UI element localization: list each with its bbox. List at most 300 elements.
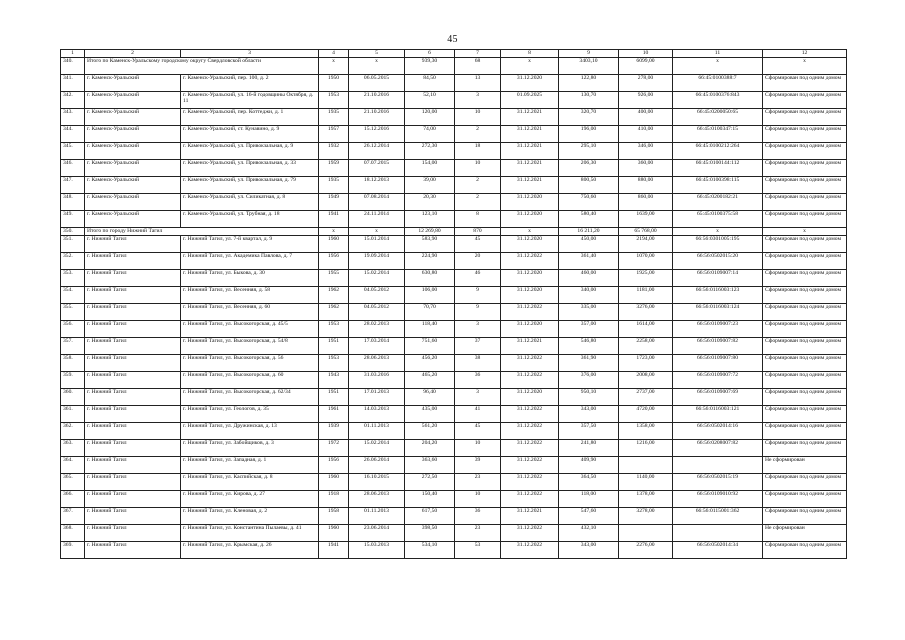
date-cell: 28.02.2013 <box>349 321 405 338</box>
row-number-cell: 363. <box>61 440 85 457</box>
address-cell: г. Нижний Тагил, ул. Западная, д. 1 <box>181 457 319 474</box>
municipality-cell: г. Нижний Тагил <box>85 355 181 372</box>
municipality-cell: г. Каменск-Уральский <box>85 126 181 143</box>
cadastral-number-cell: 66:56:0502014:34 <box>673 542 763 559</box>
deadline-cell: 31.12.2020 <box>501 321 559 338</box>
address-cell: г. Нижний Тагил, ул. Каспийская, д. 8 <box>181 474 319 491</box>
residents-cell: 36 <box>455 372 501 389</box>
area-cell: 39,00 <box>405 177 455 194</box>
row-number-cell: 348. <box>61 194 85 211</box>
limit-cell <box>619 525 673 542</box>
residents-cell: 2 <box>455 126 501 143</box>
land-status-cell: Сформирован под одним домом <box>763 287 847 304</box>
land-status-cell: Сформирован под одним домом <box>763 389 847 406</box>
deadline-cell: 31.12.2020 <box>501 194 559 211</box>
municipality-cell: г. Нижний Тагил <box>85 542 181 559</box>
row-number-cell: 340. <box>61 58 85 75</box>
column-number-row <box>61 50 847 58</box>
deadline-cell: 31.12.2020 <box>501 211 559 228</box>
year-cell: 1960 <box>319 474 349 491</box>
year-cell: 1957 <box>319 126 349 143</box>
cadastral-number-cell: 66:56:0502015:19 <box>673 474 763 491</box>
row-number-cell: 368. <box>61 525 85 542</box>
limit-cell: 1614,00 <box>619 321 673 338</box>
limit-cell: 410,00 <box>619 126 673 143</box>
limit-cell: 1723,00 <box>619 355 673 372</box>
row-number-cell: 364. <box>61 457 85 474</box>
area-cell: 456,20 <box>405 355 455 372</box>
row-number-cell: 351. <box>61 236 85 253</box>
table-row <box>61 440 847 457</box>
year-cell: 1943 <box>319 372 349 389</box>
cadastral-number-cell: 66:56:0109007:69 <box>673 389 763 406</box>
municipality-cell: г. Нижний Тагил <box>85 457 181 474</box>
cost-cell: 361,40 <box>559 253 619 270</box>
residents-cell: 2 <box>455 194 501 211</box>
date-cell: 28.06.2013 <box>349 355 405 372</box>
area-cell: 465,20 <box>405 372 455 389</box>
area-cell: 20,30 <box>405 194 455 211</box>
row-number-cell: 362. <box>61 423 85 440</box>
cost-cell: 343,00 <box>559 542 619 559</box>
cadastral-number-cell: 66:56:0109007:80 <box>673 355 763 372</box>
land-status-cell: Сформирован под одним домом <box>763 253 847 270</box>
cadastral-number-cell: 66:45:0100398:115 <box>673 177 763 194</box>
cost-cell: 130,70 <box>559 92 619 109</box>
land-status-cell: Сформирован под одним домом <box>763 126 847 143</box>
cost-cell: 364,50 <box>559 474 619 491</box>
row-number-cell: 342. <box>61 92 85 109</box>
cadastral-number-cell: 66:56:0301005:195 <box>673 236 763 253</box>
cost-cell: 320,70 <box>559 109 619 126</box>
year-cell: 1956 <box>319 253 349 270</box>
address-cell: г. Нижний Тагил, ул. Константина Пылаевы, д. 41 <box>181 525 319 542</box>
cost-cell: 361,90 <box>559 355 619 372</box>
row-number-cell: 349. <box>61 211 85 228</box>
table-row <box>61 457 847 474</box>
cadastral-number-cell <box>673 525 763 542</box>
address-cell: г. Нижний Тагил, ул. Высокогорская, д. 45/5 <box>181 321 319 338</box>
area-cell: 96,40 <box>405 389 455 406</box>
limit-cell: 3278,00 <box>619 508 673 525</box>
deadline-cell: 31.12.2022 <box>501 372 559 389</box>
cadastral-number-cell: 66:45:0100376:843 <box>673 92 763 109</box>
cost-cell: 580,40 <box>559 211 619 228</box>
cost-cell: 357,50 <box>559 423 619 440</box>
deadline-cell: 31.12.2022 <box>501 406 559 423</box>
cadastral-number-cell: 66:56:0502015:20 <box>673 253 763 270</box>
address-cell: г. Каменск-Уральский, ул. Привокзальная, д. 9 <box>181 143 319 160</box>
area-cell: 534,10 <box>405 542 455 559</box>
residents-cell: 10 <box>455 491 501 508</box>
municipality-cell: г. Каменск-Уральский <box>85 92 181 109</box>
area-cell: 224,90 <box>405 253 455 270</box>
residents-cell: 46 <box>455 270 501 287</box>
date-cell: 15.02.2014 <box>349 270 405 287</box>
year-cell: 1972 <box>319 440 349 457</box>
residents-cell: 10 <box>455 440 501 457</box>
cost-cell: 950,10 <box>559 389 619 406</box>
area-cell: 630,80 <box>405 270 455 287</box>
limit-cell: 1639,00 <box>619 211 673 228</box>
land-status-cell: Сформирован под одним домом <box>763 355 847 372</box>
cadastral-number-cell: x <box>673 228 763 236</box>
cost-cell: 432,10 <box>559 525 619 542</box>
row-number-cell: 358. <box>61 355 85 372</box>
address-cell: г. Нижний Тагил, ул. Крымская, д. 26 <box>181 542 319 559</box>
area-cell: 52,10 <box>405 92 455 109</box>
deadline-cell: 31.12.2022 <box>501 491 559 508</box>
cost-cell: 16 211,20 <box>559 228 619 236</box>
area-cell: 398,50 <box>405 525 455 542</box>
limit-cell: 346,00 <box>619 143 673 160</box>
deadline-cell: 31.12.2021 <box>501 338 559 355</box>
subtotal-row <box>61 228 847 236</box>
land-status-cell: Не сформирован <box>763 525 847 542</box>
cost-cell: 343,00 <box>559 406 619 423</box>
column-number: 9 <box>559 50 619 58</box>
date-cell: 21.10.2016 <box>349 92 405 109</box>
table-row <box>61 143 847 160</box>
cadastral-number-cell: 66:45:0100144:112 <box>673 160 763 177</box>
municipality-cell: г. Каменск-Уральский <box>85 194 181 211</box>
date-cell: 26.06.2014 <box>349 457 405 474</box>
address-cell: г. Каменск-Уральский, ул. Силикатная, д. 8 <box>181 194 319 211</box>
limit-cell: 1925,00 <box>619 270 673 287</box>
area-cell: 561,20 <box>405 423 455 440</box>
year-cell: 1958 <box>319 508 349 525</box>
land-status-cell: Сформирован под одним домом <box>763 109 847 126</box>
cost-cell: 196,00 <box>559 126 619 143</box>
area-cell: 70,70 <box>405 304 455 321</box>
row-number-cell: 357. <box>61 338 85 355</box>
area-cell: 74,00 <box>405 126 455 143</box>
subtotal-label-cell: Итого по Каменск-Уральскому городскому округу Свердловской области <box>85 58 319 75</box>
address-cell: г. Нижний Тагил, ул. Быкова, д. 30 <box>181 270 319 287</box>
area-cell: 939,30 <box>405 58 455 75</box>
address-cell: г. Нижний Тагил, ул. Высокогорская, д. 54/8 <box>181 338 319 355</box>
date-cell: 15.01.2014 <box>349 236 405 253</box>
cost-cell: 118,00 <box>559 491 619 508</box>
deadline-cell: 31.12.2022 <box>501 525 559 542</box>
date-cell: 01.11.2013 <box>349 423 405 440</box>
limit-cell: 65 768,00 <box>619 228 673 236</box>
year-cell: 1960 <box>319 525 349 542</box>
area-cell: 435,00 <box>405 406 455 423</box>
cadastral-number-cell <box>673 457 763 474</box>
area-cell: 150,40 <box>405 491 455 508</box>
residents-cell: 13 <box>455 75 501 92</box>
municipality-cell: г. Нижний Тагил <box>85 338 181 355</box>
residents-cell: 68 <box>455 58 501 75</box>
limit-cell: 400,00 <box>619 109 673 126</box>
date-cell: 07.07.2015 <box>349 160 405 177</box>
cost-cell: 750,60 <box>559 194 619 211</box>
land-status-cell: Сформирован под одним домом <box>763 92 847 109</box>
limit-cell <box>619 457 673 474</box>
municipality-cell: г. Нижний Тагил <box>85 287 181 304</box>
date-cell: 19.09.2014 <box>349 253 405 270</box>
column-number: 3 <box>181 50 319 58</box>
residents-cell: 45 <box>455 236 501 253</box>
table-row <box>61 389 847 406</box>
limit-cell: 860,00 <box>619 194 673 211</box>
row-number-cell: 369. <box>61 542 85 559</box>
address-cell: г. Нижний Тагил, ул. Забойщиков, д. 3 <box>181 440 319 457</box>
limit-cell: 4720,00 <box>619 406 673 423</box>
municipality-cell: г. Нижний Тагил <box>85 321 181 338</box>
residents-cell: 20 <box>455 253 501 270</box>
page-number: 45 <box>447 34 458 45</box>
row-number-cell: 355. <box>61 304 85 321</box>
address-cell: г. Нижний Тагил, ул. 7-й квартал, д. 9 <box>181 236 319 253</box>
table-row <box>61 236 847 253</box>
deadline-cell: 31.12.2021 <box>501 160 559 177</box>
table-row <box>61 270 847 287</box>
year-cell: 1962 <box>319 304 349 321</box>
year-cell: 1951 <box>319 338 349 355</box>
residents-cell: 38 <box>455 355 501 372</box>
land-status-cell: Сформирован под одним домом <box>763 423 847 440</box>
residents-cell: 9 <box>455 287 501 304</box>
deadline-cell: 31.12.2022 <box>501 304 559 321</box>
year-cell: 1939 <box>319 423 349 440</box>
date-cell: 04.05.2012 <box>349 304 405 321</box>
residents-cell: 23 <box>455 525 501 542</box>
deadline-cell: 31.12.2021 <box>501 177 559 194</box>
cadastral-number-cell: 66:56:0502014:16 <box>673 423 763 440</box>
row-number-cell: 367. <box>61 508 85 525</box>
date-cell: 15.03.2013 <box>349 542 405 559</box>
date-cell: x <box>349 228 405 236</box>
cost-cell: 3403,10 <box>559 58 619 75</box>
cadastral-number-cell: 66:45:0100347:15 <box>673 126 763 143</box>
municipality-cell: г. Нижний Тагил <box>85 253 181 270</box>
land-status-cell: x <box>763 58 847 75</box>
municipality-cell: г. Нижний Тагил <box>85 440 181 457</box>
land-status-cell: Сформирован под одним домом <box>763 406 847 423</box>
deadline-cell: 31.12.2020 <box>501 389 559 406</box>
date-cell: 15.12.2016 <box>349 126 405 143</box>
address-cell: г. Каменск-Уральский, ул. Трубная, д. 18 <box>181 211 319 228</box>
cadastral-number-cell: 66:45:0200182:21 <box>673 194 763 211</box>
municipality-cell: г. Каменск-Уральский <box>85 109 181 126</box>
cost-cell: 460,00 <box>559 270 619 287</box>
address-cell: г. Каменск-Уральский, ст. Кунавино, д. 9 <box>181 126 319 143</box>
area-cell: 583,90 <box>405 236 455 253</box>
residents-cell: 36 <box>455 508 501 525</box>
deadline-cell: 31.12.2020 <box>501 270 559 287</box>
cost-cell: 547,60 <box>559 508 619 525</box>
limit-cell: 926,00 <box>619 92 673 109</box>
row-number-cell: 350. <box>61 228 85 236</box>
limit-cell: 1070,00 <box>619 253 673 270</box>
row-number-cell: 354. <box>61 287 85 304</box>
area-cell: 751,60 <box>405 338 455 355</box>
column-number: 5 <box>349 50 405 58</box>
table-row <box>61 423 847 440</box>
year-cell: 1941 <box>319 211 349 228</box>
cadastral-number-cell: 66:56:0116003:123 <box>673 287 763 304</box>
year-cell: x <box>319 228 349 236</box>
residents-cell: 3 <box>455 321 501 338</box>
municipality-cell: г. Нижний Тагил <box>85 423 181 440</box>
table-body <box>61 50 847 559</box>
municipality-cell: г. Нижний Тагил <box>85 508 181 525</box>
date-cell: 16.10.2015 <box>349 474 405 491</box>
cost-cell: 409,90 <box>559 457 619 474</box>
deadline-cell: 31.12.2022 <box>501 423 559 440</box>
deadline-cell: 31.12.2021 <box>501 109 559 126</box>
year-cell: 1950 <box>319 75 349 92</box>
year-cell: 1960 <box>319 236 349 253</box>
date-cell: 26.12.2014 <box>349 143 405 160</box>
deadline-cell: 31.12.2022 <box>501 474 559 491</box>
residents-cell: 3 <box>455 389 501 406</box>
land-status-cell: Сформирован под одним домом <box>763 75 847 92</box>
limit-cell: 2737,00 <box>619 389 673 406</box>
cost-cell: 546,80 <box>559 338 619 355</box>
area-cell: 154,00 <box>405 160 455 177</box>
area-cell: 118,40 <box>405 321 455 338</box>
land-status-cell: Сформирован под одним домом <box>763 177 847 194</box>
deadline-cell: 31.12.2022 <box>501 253 559 270</box>
row-number-cell: 366. <box>61 491 85 508</box>
land-status-cell: Сформирован под одним домом <box>763 372 847 389</box>
cost-cell: 122,80 <box>559 75 619 92</box>
limit-cell: 2008,00 <box>619 372 673 389</box>
limit-cell: 880,00 <box>619 177 673 194</box>
date-cell: 31.03.2016 <box>349 372 405 389</box>
residents-cell: 870 <box>455 228 501 236</box>
year-cell: 1961 <box>319 406 349 423</box>
limit-cell: 360,00 <box>619 160 673 177</box>
table-row <box>61 508 847 525</box>
residents-cell: 2 <box>455 177 501 194</box>
municipality-cell: г. Нижний Тагил <box>85 474 181 491</box>
row-number-cell: 345. <box>61 143 85 160</box>
cost-cell: 376,00 <box>559 372 619 389</box>
subtotal-label-cell: Итого по городу Нижний Тагил <box>85 228 319 236</box>
address-cell: г. Нижний Тагил, ул. Геологов, д. 35 <box>181 406 319 423</box>
row-number-cell: 353. <box>61 270 85 287</box>
deadline-cell: 31.12.2020 <box>501 236 559 253</box>
year-cell: x <box>319 58 349 75</box>
row-number-cell: 343. <box>61 109 85 126</box>
date-cell: 28.06.2013 <box>349 491 405 508</box>
limit-cell: 1358,00 <box>619 423 673 440</box>
cost-cell: 340,00 <box>559 287 619 304</box>
cadastral-number-cell: 65:45:0100375:58 <box>673 211 763 228</box>
date-cell: x <box>349 58 405 75</box>
address-cell: г. Каменск-Уральский, ул. Привокзальная, д. 79 <box>181 177 319 194</box>
land-status-cell: Сформирован под одним домом <box>763 236 847 253</box>
municipality-cell: г. Нижний Тагил <box>85 304 181 321</box>
deadline-cell: 31.12.2021 <box>501 143 559 160</box>
residents-cell: 3 <box>455 92 501 109</box>
municipality-cell: г. Нижний Тагил <box>85 270 181 287</box>
land-status-cell: Сформирован под одним домом <box>763 321 847 338</box>
column-number: 12 <box>763 50 847 58</box>
column-number: 6 <box>405 50 455 58</box>
land-status-cell: Сформирован под одним домом <box>763 160 847 177</box>
cadastral-number-cell: 66:56:0109007:72 <box>673 372 763 389</box>
cadastral-number-cell: 66:56:0109007:23 <box>673 321 763 338</box>
municipality-cell: г. Каменск-Уральский <box>85 177 181 194</box>
cost-cell: 450,00 <box>559 236 619 253</box>
limit-cell: 1216,00 <box>619 440 673 457</box>
land-status-cell: Сформирован под одним домом <box>763 491 847 508</box>
address-cell: г. Нижний Тагил, ул. Весенняя, д. 60 <box>181 304 319 321</box>
land-status-cell: Сформирован под одним домом <box>763 508 847 525</box>
limit-cell: 2276,00 <box>619 542 673 559</box>
address-cell: г. Каменск-Уральский, пер. Коттеджи, д. 1 <box>181 109 319 126</box>
municipality-cell: г. Каменск-Уральский <box>85 160 181 177</box>
cadastral-number-cell: x <box>673 58 763 75</box>
cost-cell: 206,30 <box>559 160 619 177</box>
cost-cell: 800,50 <box>559 177 619 194</box>
area-cell: 12 269,80 <box>405 228 455 236</box>
limit-cell: 278,00 <box>619 75 673 92</box>
row-number-cell: 360. <box>61 389 85 406</box>
year-cell: 1953 <box>319 355 349 372</box>
table-row <box>61 287 847 304</box>
address-cell: г. Нижний Тагил, ул. Кирова, д. 27 <box>181 491 319 508</box>
table-row <box>61 525 847 542</box>
address-cell: г. Нижний Тагил, ул. Дружинская, д. 13 <box>181 423 319 440</box>
cost-cell: 335,00 <box>559 304 619 321</box>
address-cell: г. Нижний Тагил, ул. Высокогорская, д. 56 <box>181 355 319 372</box>
column-number: 10 <box>619 50 673 58</box>
municipality-cell: г. Каменск-Уральский <box>85 143 181 160</box>
column-number: 4 <box>319 50 349 58</box>
year-cell: 1935 <box>319 177 349 194</box>
land-status-cell: Сформирован под одним домом <box>763 542 847 559</box>
area-cell: 106,00 <box>405 287 455 304</box>
cadastral-number-cell: 66:56:0115001:362 <box>673 508 763 525</box>
table-row <box>61 338 847 355</box>
table-row <box>61 109 847 126</box>
year-cell: 1962 <box>319 287 349 304</box>
cost-cell: 295,10 <box>559 143 619 160</box>
year-cell: 1956 <box>319 457 349 474</box>
area-cell: 272,50 <box>405 474 455 491</box>
year-cell: 1941 <box>319 542 349 559</box>
year-cell: 1935 <box>319 109 349 126</box>
column-number: 1 <box>61 50 85 58</box>
address-cell: г. Нижний Тагил, ул. Академика Павлова, д. 7 <box>181 253 319 270</box>
residents-cell: 10 <box>455 160 501 177</box>
municipality-cell: г. Нижний Тагил <box>85 389 181 406</box>
cadastral-number-cell: 66:56:0208007:82 <box>673 440 763 457</box>
table-row <box>61 75 847 92</box>
date-cell: 17.01.2013 <box>349 389 405 406</box>
deadline-cell: 31.12.2022 <box>501 355 559 372</box>
cadastral-number-cell: 66:56:0109007:14 <box>673 270 763 287</box>
row-number-cell: 359. <box>61 372 85 389</box>
cadastral-number-cell: 66:45:0200050:65 <box>673 109 763 126</box>
column-number: 7 <box>455 50 501 58</box>
residents-cell: 18 <box>455 143 501 160</box>
table-row <box>61 92 847 109</box>
year-cell: 1953 <box>319 321 349 338</box>
residents-cell: 37 <box>455 338 501 355</box>
table-row <box>61 355 847 372</box>
deadline-cell: 31.12.2022 <box>501 440 559 457</box>
address-cell: г. Нижний Тагил, ул. Высокогорская, д. 62/34 <box>181 389 319 406</box>
year-cell: 1949 <box>319 194 349 211</box>
municipality-cell: г. Нижний Тагил <box>85 491 181 508</box>
